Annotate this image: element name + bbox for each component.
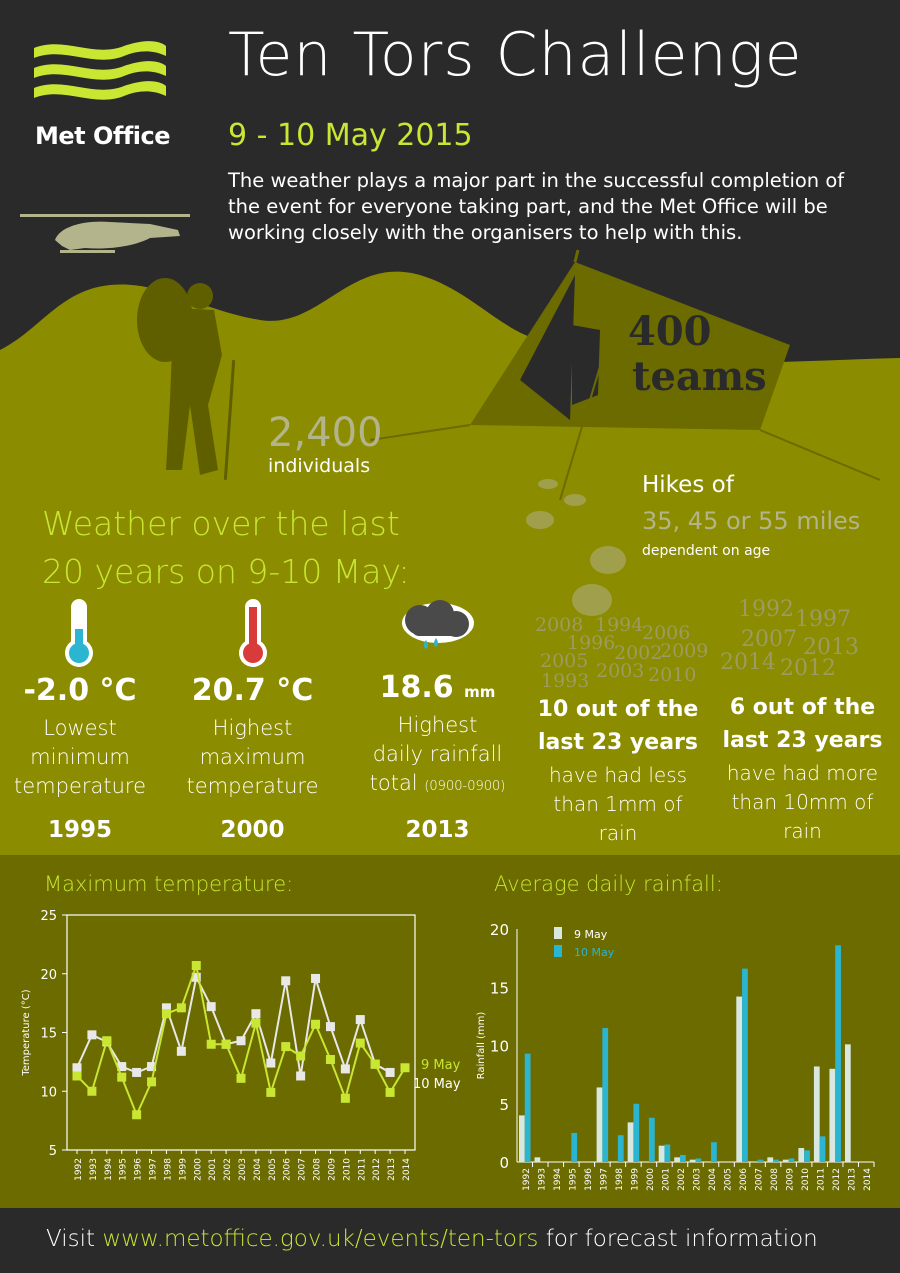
x-tick-label: 1999 bbox=[178, 1158, 189, 1181]
x-tick-label: 1992 bbox=[521, 1168, 532, 1191]
y-axis-label: Temperature (°C) bbox=[21, 989, 32, 1076]
dry-year: 2009 bbox=[660, 640, 709, 662]
wet-sub-3: rain bbox=[783, 819, 822, 843]
record-label-2: minimum bbox=[30, 745, 130, 769]
bar-9-may bbox=[814, 1066, 820, 1162]
x-tick-label: 2009 bbox=[327, 1158, 338, 1181]
x-tick-label: 2005 bbox=[267, 1158, 278, 1181]
thermometer-cold-icon bbox=[62, 597, 96, 669]
y-tick-label: 20 bbox=[40, 967, 57, 983]
bar-10-may bbox=[804, 1150, 810, 1162]
bar-9-may bbox=[798, 1148, 804, 1162]
bar-10-may bbox=[633, 1104, 639, 1162]
wet-year: 2007 bbox=[741, 627, 797, 652]
data-point bbox=[371, 1060, 380, 1069]
record-label-suffix: (0900-0900) bbox=[424, 779, 506, 794]
plot-frame bbox=[67, 915, 415, 1150]
x-tick-label: 2008 bbox=[770, 1168, 781, 1191]
x-tick-label: 2011 bbox=[816, 1168, 827, 1191]
dry-sub-2: than 1mm of bbox=[553, 792, 683, 816]
bar-10-may bbox=[680, 1155, 686, 1162]
data-point bbox=[296, 1052, 305, 1061]
x-tick-label: 1997 bbox=[599, 1168, 610, 1191]
x-tick-label: 1994 bbox=[552, 1168, 563, 1191]
data-point bbox=[266, 1088, 275, 1097]
x-tick-label: 2014 bbox=[863, 1168, 874, 1191]
wet-year: 2013 bbox=[803, 635, 859, 660]
data-point bbox=[177, 1003, 186, 1012]
data-point bbox=[311, 1020, 320, 1029]
dry-headline-1: 10 out of the bbox=[537, 697, 699, 722]
x-tick-label: 2009 bbox=[785, 1168, 796, 1191]
data-point bbox=[177, 1047, 186, 1056]
wet-headline-2: last 23 years bbox=[722, 728, 883, 753]
hikes-note: dependent on age bbox=[642, 543, 771, 559]
data-point bbox=[326, 1022, 335, 1031]
page-title: Ten Tors Challenge bbox=[228, 20, 803, 90]
record-label-3: temperature bbox=[186, 774, 319, 798]
record-label-3: total bbox=[369, 771, 418, 795]
data-point bbox=[386, 1088, 395, 1097]
data-point bbox=[132, 1110, 141, 1119]
x-tick-label: 2006 bbox=[739, 1168, 750, 1191]
x-tick-label: 1999 bbox=[630, 1168, 641, 1191]
record-highest-rain bbox=[360, 670, 515, 843]
data-point bbox=[296, 1071, 305, 1080]
record-highest-max bbox=[175, 673, 330, 843]
bar-9-may bbox=[674, 1157, 680, 1162]
x-tick-label: 2005 bbox=[723, 1168, 734, 1191]
data-point bbox=[251, 1019, 260, 1028]
x-tick-label: 1992 bbox=[74, 1158, 84, 1181]
data-point bbox=[341, 1064, 350, 1073]
x-tick-label: 2007 bbox=[297, 1158, 308, 1181]
bar-10-may bbox=[649, 1118, 655, 1162]
wet-year: 1997 bbox=[795, 607, 851, 632]
bar-10-may bbox=[618, 1135, 624, 1162]
legend-swatch bbox=[554, 945, 562, 957]
x-tick-label: 2001 bbox=[661, 1168, 672, 1191]
x-tick-label: 1995 bbox=[118, 1158, 129, 1181]
y-tick-label: 25 bbox=[40, 909, 57, 924]
thermometer-hot-icon bbox=[236, 597, 270, 669]
bar-9-may bbox=[783, 1160, 789, 1162]
y-axis-label: Rainfall (mm) bbox=[476, 1011, 487, 1080]
bar-9-may bbox=[690, 1160, 696, 1162]
bar-10-may bbox=[696, 1159, 702, 1162]
dry-year: 1994 bbox=[595, 614, 644, 636]
hikes-label: Hikes of bbox=[642, 472, 734, 498]
x-tick-label: 2013 bbox=[847, 1168, 858, 1191]
dry-sub-3: rain bbox=[598, 821, 638, 845]
data-point bbox=[356, 1015, 365, 1024]
bar-10-may bbox=[664, 1145, 670, 1162]
bar-9-may bbox=[628, 1122, 634, 1162]
record-year: 2013 bbox=[405, 817, 470, 843]
x-tick-label: 1996 bbox=[133, 1158, 144, 1181]
data-point bbox=[207, 1040, 216, 1049]
bar-9-may bbox=[519, 1115, 525, 1162]
x-tick-label: 2007 bbox=[754, 1168, 765, 1191]
individuals-label: individuals bbox=[268, 455, 371, 477]
bar-9-may bbox=[829, 1069, 835, 1162]
wet-sub-1: have had more bbox=[726, 761, 879, 785]
x-tick-label: 2000 bbox=[193, 1158, 204, 1181]
x-tick-label: 2002 bbox=[676, 1168, 687, 1191]
record-year: 2000 bbox=[220, 817, 285, 843]
x-tick-label: 1998 bbox=[163, 1158, 174, 1181]
dry-year: 1996 bbox=[567, 632, 616, 654]
record-label-1: Highest bbox=[397, 713, 478, 737]
data-point bbox=[87, 1030, 96, 1039]
weather-heading-line2: 20 years on 9-10 May: bbox=[42, 552, 410, 591]
dry-years-summary bbox=[518, 693, 718, 848]
x-tick-label: 1995 bbox=[568, 1168, 579, 1191]
x-tick-label: 2004 bbox=[708, 1168, 719, 1191]
dry-sub-1: have had less bbox=[548, 763, 688, 787]
record-value-row bbox=[360, 670, 515, 705]
dry-year: 2008 bbox=[535, 614, 584, 636]
data-point bbox=[341, 1094, 350, 1103]
bar-9-may bbox=[597, 1087, 603, 1162]
data-point bbox=[281, 976, 290, 985]
event-date: 9 - 10 May 2015 bbox=[228, 118, 473, 153]
data-point bbox=[326, 1055, 335, 1064]
record-value: 18.6 bbox=[379, 670, 454, 705]
data-point bbox=[192, 961, 201, 970]
x-tick-label: 1993 bbox=[88, 1158, 99, 1181]
teams-number: 400 bbox=[628, 308, 712, 355]
individuals-number: 2,400 bbox=[268, 410, 383, 456]
dry-year: 2010 bbox=[648, 664, 697, 686]
bar-10-may bbox=[711, 1142, 717, 1162]
data-point bbox=[73, 1063, 82, 1072]
data-point bbox=[251, 1009, 260, 1018]
data-point bbox=[281, 1042, 290, 1051]
wet-year: 2012 bbox=[780, 656, 836, 681]
data-point bbox=[87, 1087, 96, 1096]
x-tick-label: 2010 bbox=[342, 1158, 353, 1181]
data-point bbox=[386, 1068, 395, 1077]
data-point bbox=[132, 1068, 141, 1077]
footer-link[interactable]: www.metoffice.gov.uk/events/ten-tors bbox=[102, 1226, 539, 1252]
record-value: -2.0 °C bbox=[23, 673, 137, 708]
bar-9-may bbox=[736, 997, 742, 1162]
bar-9-may bbox=[659, 1146, 665, 1162]
dry-headline-2: last 23 years bbox=[538, 730, 698, 755]
x-tick-label: 2004 bbox=[252, 1158, 263, 1181]
x-tick-label: 2002 bbox=[223, 1158, 234, 1181]
record-label-2: maximum bbox=[199, 745, 306, 769]
footer-prefix: Visit bbox=[46, 1226, 103, 1252]
data-point bbox=[117, 1073, 126, 1082]
x-tick-label: 2014 bbox=[402, 1158, 412, 1181]
y-tick-label: 10 bbox=[40, 1085, 57, 1101]
data-point bbox=[222, 1040, 231, 1049]
record-unit: mm bbox=[464, 683, 496, 701]
temp-chart-title: Maximum temperature: bbox=[44, 872, 294, 896]
y-tick-label: 15 bbox=[489, 979, 509, 998]
x-tick-label: 2003 bbox=[238, 1158, 248, 1181]
x-tick-label: 1998 bbox=[614, 1168, 625, 1191]
data-point bbox=[237, 1036, 246, 1045]
bar-10-may bbox=[602, 1028, 608, 1162]
y-tick-label: 5 bbox=[499, 1095, 509, 1114]
x-tick-label: 2011 bbox=[357, 1158, 368, 1181]
record-label-2: daily rainfall bbox=[372, 742, 503, 766]
record-value: 20.7 °C bbox=[191, 673, 314, 708]
dry-year: 1993 bbox=[541, 670, 590, 692]
dry-year: 2002 bbox=[614, 642, 663, 664]
temperature-chart bbox=[15, 900, 461, 1200]
teams-label: teams bbox=[632, 353, 767, 400]
x-tick-label: 2012 bbox=[372, 1158, 383, 1181]
record-label-1: Highest bbox=[212, 716, 293, 740]
record-lowest-min bbox=[0, 673, 160, 843]
bar-10-may bbox=[525, 1054, 531, 1162]
bar-10-may bbox=[571, 1133, 577, 1162]
footer-suffix: for forecast information bbox=[538, 1226, 818, 1252]
bar-10-may bbox=[789, 1159, 795, 1162]
data-point bbox=[162, 1009, 171, 1018]
bar-10-may bbox=[758, 1160, 764, 1162]
wet-year: 1992 bbox=[738, 597, 794, 622]
hikes-distances: 35, 45 or 55 miles bbox=[642, 507, 861, 535]
wet-years-summary bbox=[705, 691, 900, 846]
bar-10-may bbox=[820, 1136, 826, 1162]
x-tick-label: 2003 bbox=[692, 1168, 703, 1191]
met-office-logo-icon bbox=[34, 36, 169, 116]
bar-9-may bbox=[845, 1044, 851, 1162]
record-label-3-row bbox=[360, 769, 515, 801]
y-tick-label: 10 bbox=[489, 1037, 509, 1056]
weather-heading-line1: Weather over the last bbox=[42, 504, 400, 543]
data-point bbox=[207, 1002, 216, 1011]
x-tick-label: 2010 bbox=[801, 1168, 812, 1191]
bar-9-may bbox=[535, 1157, 541, 1162]
dry-year: 2006 bbox=[642, 622, 691, 644]
data-point bbox=[311, 974, 320, 983]
weather-heading bbox=[42, 500, 410, 596]
x-tick-label: 1996 bbox=[583, 1168, 594, 1191]
data-point bbox=[102, 1036, 111, 1045]
record-label-3: temperature bbox=[14, 774, 146, 798]
intro-text: The weather plays a major part in the successful completion of the event for everyone taking part, and the Met Office will be working closely with the organisers to help with this. bbox=[228, 169, 845, 244]
x-tick-label: 1994 bbox=[103, 1158, 114, 1181]
x-tick-label: 1993 bbox=[537, 1168, 548, 1191]
data-point bbox=[147, 1077, 156, 1086]
bar-10-may bbox=[835, 945, 841, 1162]
x-tick-label: 2013 bbox=[387, 1158, 398, 1181]
legend-label: 9 May bbox=[421, 1058, 461, 1073]
logo-wordmark: Met Office bbox=[35, 122, 171, 150]
rain-chart-title: Average daily rainfall: bbox=[494, 872, 723, 896]
rain-cloud-icon bbox=[398, 598, 478, 654]
dry-year: 2003 bbox=[596, 660, 645, 682]
y-tick-label: 5 bbox=[48, 1144, 57, 1159]
x-tick-label: 2012 bbox=[832, 1168, 843, 1191]
record-label-1: Lowest bbox=[43, 716, 117, 740]
record-year: 1995 bbox=[47, 817, 112, 843]
y-tick-label: 0 bbox=[499, 1154, 509, 1172]
data-point bbox=[73, 1071, 82, 1080]
data-point bbox=[356, 1039, 365, 1048]
bar-9-may bbox=[767, 1157, 773, 1162]
data-point bbox=[266, 1059, 275, 1068]
legend-swatch bbox=[554, 927, 562, 939]
x-tick-label: 2006 bbox=[282, 1158, 293, 1181]
data-point bbox=[237, 1074, 246, 1083]
y-tick-label: 20 bbox=[489, 921, 509, 939]
bar-10-may bbox=[773, 1160, 779, 1162]
x-tick-label: 2001 bbox=[208, 1158, 219, 1181]
footer-text bbox=[46, 1226, 818, 1252]
legend-label: 10 May bbox=[413, 1077, 461, 1092]
x-tick-label: 2000 bbox=[645, 1168, 656, 1191]
legend-label: 10 May bbox=[574, 946, 615, 959]
x-tick-label: 1997 bbox=[148, 1158, 159, 1181]
data-point bbox=[401, 1063, 410, 1072]
y-tick-label: 15 bbox=[40, 1026, 57, 1042]
bar-10-may bbox=[742, 969, 748, 1162]
rainfall-chart bbox=[462, 912, 892, 1200]
wet-sub-2: than 10mm of bbox=[731, 790, 874, 814]
dry-year: 2005 bbox=[540, 650, 589, 672]
x-tick-label: 2008 bbox=[312, 1158, 323, 1181]
wet-year: 2014 bbox=[720, 650, 776, 675]
wet-headline-1: 6 out of the bbox=[729, 695, 876, 720]
legend-label: 9 May bbox=[574, 928, 608, 941]
